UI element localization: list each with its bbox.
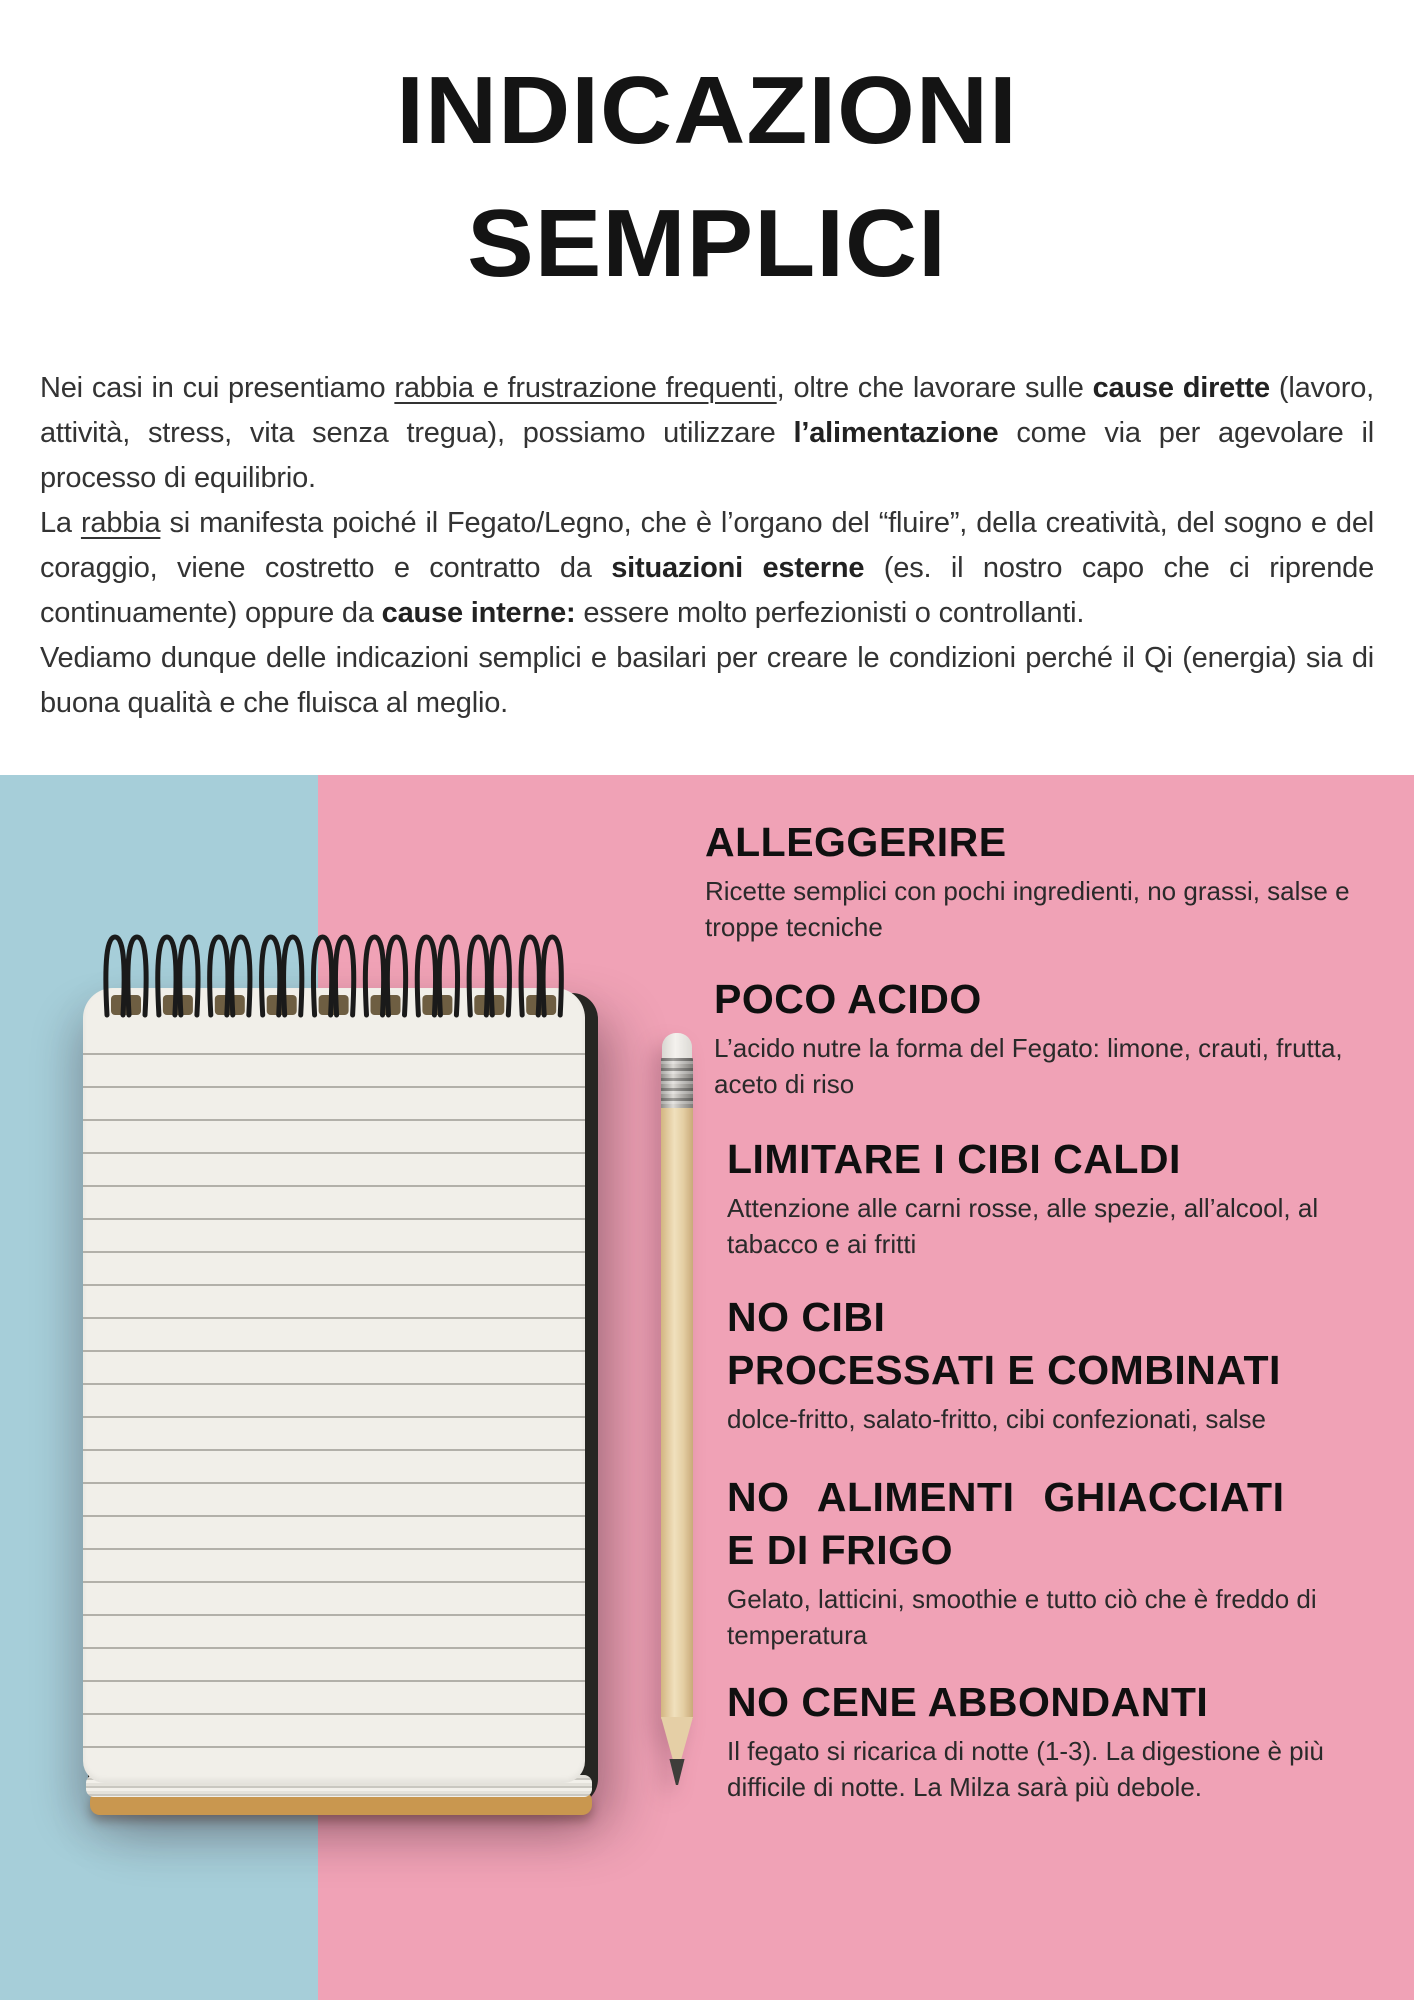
- tip-description: [705, 873, 1405, 945]
- intro-paragraph: [40, 636, 1374, 726]
- notebook-photo: [0, 775, 1414, 2000]
- tip-heading: [727, 1291, 1414, 1397]
- tip-heading: [705, 816, 1405, 869]
- intro-paragraph: [40, 501, 1374, 636]
- tip-heading-line: NO CENE ABBONDANTI: [727, 1679, 1209, 1725]
- page-title-line2: SEMPLICI: [467, 190, 947, 297]
- tip-description-line: troppe tecniche: [705, 912, 883, 942]
- intro-plain-text: (es. il nostro capo che ci riprende continuamente) oppure da: [40, 552, 1374, 629]
- intro-bold-text: cause interne:: [381, 597, 576, 629]
- intro-plain-text: (lavoro, attività, stress, vita senza tregua), possiamo utilizzare: [40, 372, 1374, 449]
- tip-heading-line: LIMITARE I CIBI CALDI: [727, 1136, 1181, 1182]
- intro-plain-text: come via per agevolare il processo di equilibrio.: [40, 417, 1374, 494]
- intro-plain-text: Nei casi in cui presentiamo: [40, 372, 395, 404]
- tip-description-line: Gelato, latticini, smoothie e tutto ciò che è freddo di: [727, 1584, 1317, 1614]
- intro-plain-text: si manifesta poiché il Fegato/Legno, che è l’organo del “fluire”, della creatività, del sogno e del coraggio, viene costretto e contratto da: [40, 507, 1374, 584]
- intro-paragraph: [40, 366, 1374, 501]
- intro-plain-text: , oltre che lavorare sulle: [776, 372, 1093, 404]
- tip-description-line: aceto di riso: [714, 1069, 855, 1099]
- tip-item: [727, 1291, 1414, 1437]
- tip-description-line: Il fegato si ricarica di notte (1-3). La digestione è più: [727, 1736, 1324, 1766]
- intro-plain-text: essere molto perfezionisti o controllanti.: [575, 597, 1085, 629]
- tip-description-line: tabacco e ai fritti: [727, 1229, 917, 1259]
- tip-item: [714, 973, 1414, 1102]
- page-title-line1: INDICAZIONI: [396, 57, 1018, 164]
- tip-item: [727, 1133, 1414, 1262]
- intro-underlined-text: rabbia: [80, 507, 161, 539]
- tip-heading-line: POCO ACIDO: [714, 976, 982, 1022]
- tip-description-line: L’acido nutre la forma del Fegato: limone, crauti, frutta,: [714, 1033, 1343, 1063]
- intro-bold-text: situazioni esterne: [611, 552, 865, 584]
- tip-description-line: Attenzione alle carni rosse, alle spezie, all’alcool, al: [727, 1193, 1319, 1223]
- tip-description-line: Ricette semplici con pochi ingredienti, no grassi, salse e: [705, 876, 1350, 906]
- tip-item: [705, 816, 1405, 945]
- tip-heading: [727, 1471, 1414, 1577]
- tip-description: [714, 1030, 1414, 1102]
- tip-description-line: difficile di notte. La Milza sarà più debole.: [727, 1772, 1203, 1802]
- tip-heading-line: E DI FRIGO: [727, 1527, 953, 1573]
- tip-heading: [727, 1676, 1414, 1729]
- tip-description: [727, 1733, 1414, 1805]
- intro-bold-text: l’alimentazione: [793, 417, 999, 449]
- tip-item: [727, 1676, 1414, 1805]
- tip-description-line: dolce-fritto, salato-fritto, cibi confezionati, salse: [727, 1404, 1267, 1434]
- tip-heading: [714, 973, 1414, 1026]
- tip-heading: [727, 1133, 1414, 1186]
- intro-bold-text: cause dirette: [1092, 372, 1270, 404]
- intro-plain-text: La: [40, 507, 81, 539]
- tip-description: [727, 1401, 1414, 1437]
- tips-list: [0, 775, 1414, 2000]
- intro-underlined-text: rabbia e frustrazione frequenti: [394, 372, 777, 404]
- tip-heading-line: NO CIBI: [727, 1294, 886, 1340]
- tip-heading-line: PROCESSATI E COMBINATI: [727, 1347, 1281, 1393]
- page-title: [0, 44, 1414, 310]
- intro-text: [40, 366, 1374, 726]
- tip-description: [727, 1190, 1414, 1262]
- tip-heading-line: NO ALIMENTI GHIACCIATI: [727, 1474, 1285, 1520]
- tip-heading-line: ALLEGGERIRE: [705, 819, 1007, 865]
- intro-plain-text: Vediamo dunque delle indicazioni semplici e basilari per creare le condizioni perché il Qi (energia) sia di buona qualità e che fluisca al meglio.: [40, 642, 1374, 719]
- tip-item: [727, 1471, 1414, 1653]
- tip-description: [727, 1581, 1414, 1653]
- tip-description-line: temperatura: [727, 1620, 868, 1650]
